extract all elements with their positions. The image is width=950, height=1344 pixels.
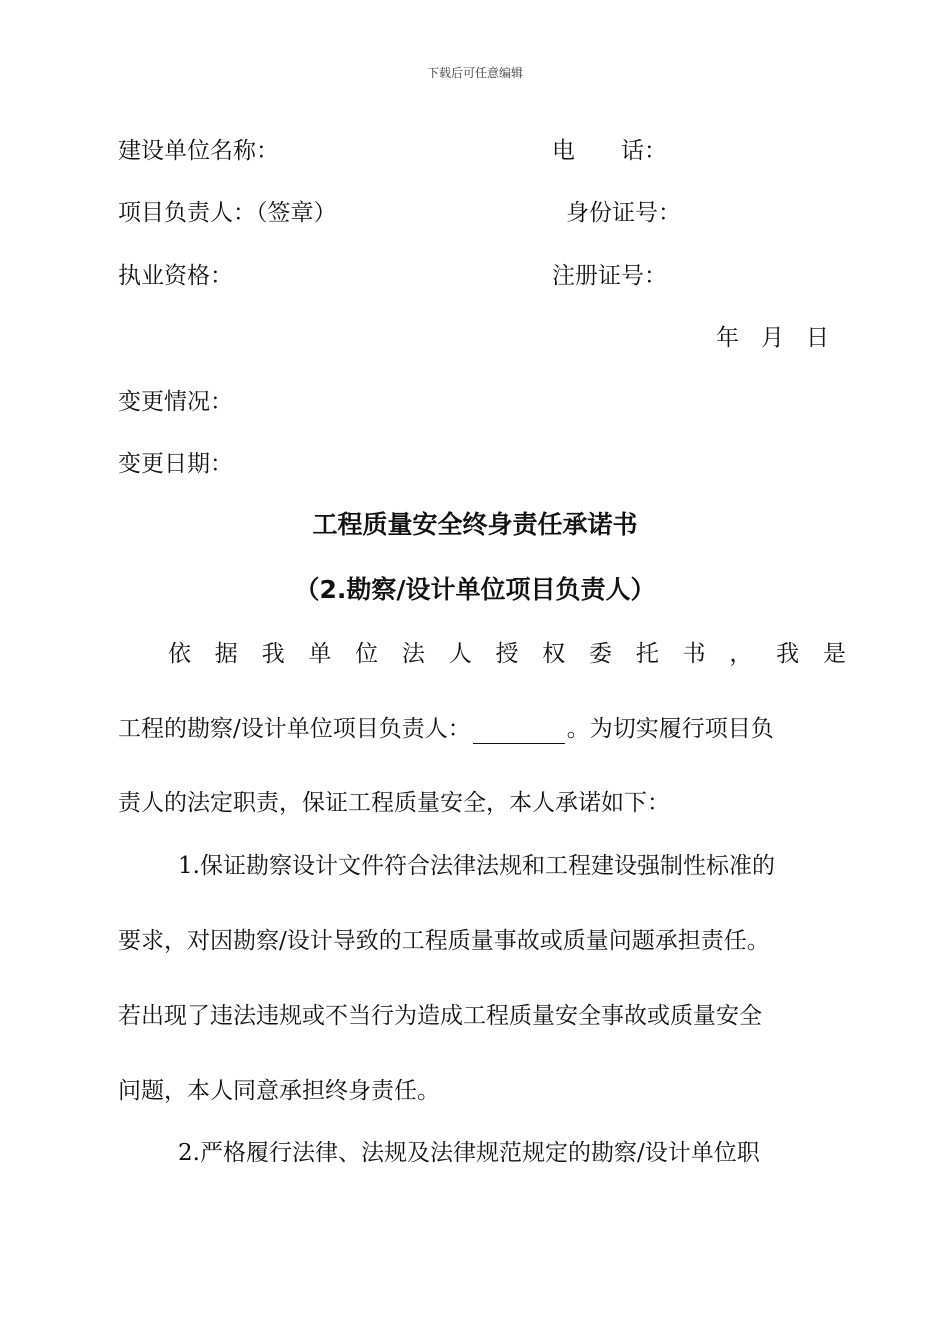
char: ， [729, 641, 753, 667]
char: 我 [776, 641, 800, 667]
paragraph-1-line-1 [168, 639, 846, 669]
registration-label: 注册证号： [552, 263, 667, 289]
date-year: 年 [716, 325, 739, 351]
char: 委 [589, 641, 613, 667]
phone-label: 电 话： [552, 138, 667, 164]
text-after-blank: 。为切实履行项目负 [566, 716, 774, 742]
item-1-line-1: 1.保证勘察设计文件符合法律法规和工程建设强制性标准的 [178, 853, 775, 879]
date-month: 月 [761, 325, 784, 351]
char: 人 [448, 641, 472, 667]
date-day: 日 [806, 325, 829, 351]
change-situation-label: 变更情况： [118, 389, 233, 415]
unit-name-label: 建设单位名称： [118, 138, 279, 164]
char: 是 [822, 641, 846, 667]
item-1-line-3: 若出现了违法违规或不当行为造成工程质量安全事故或质量安全 [118, 1003, 762, 1029]
char: 法 [401, 641, 425, 667]
id-number-label: 身份证号： [566, 200, 681, 226]
char: 权 [542, 641, 566, 667]
item-2-line-1: 2.严格履行法律、法规及法律规范规定的勘察/设计单位职 [178, 1140, 760, 1166]
document-subtitle: （2.勘察/设计单位项目负责人） [294, 575, 656, 604]
char: 授 [495, 641, 519, 667]
change-date-label: 变更日期： [118, 451, 233, 477]
char: 我 [261, 641, 285, 667]
date-line [716, 323, 829, 353]
item-1-line-2: 要求，对因勘察/设计导致的工程质量事故或质量问题承担责任。 [118, 928, 770, 954]
item-1-line-4: 问题，本人同意承担终身责任。 [118, 1078, 440, 1104]
text-before-blank: 工程的勘察/设计单位项目负责人： [118, 716, 471, 742]
char: 托 [635, 641, 659, 667]
document-title: 工程质量安全终身责任承诺书 [312, 510, 638, 539]
char: 书 [682, 641, 706, 667]
qualification-label: 执业资格： [118, 263, 233, 289]
char: 依 [168, 641, 191, 667]
char: 据 [214, 641, 238, 667]
paragraph-1-line-2 [118, 714, 774, 744]
leader-name-blank [473, 719, 565, 744]
paragraph-1-line-3: 责人的法定职责，保证工程质量安全，本人承诺如下： [118, 790, 670, 816]
char: 位 [355, 641, 379, 667]
char: 单 [308, 641, 332, 667]
header-note: 下载后可任意编辑 [426, 66, 523, 80]
project-leader-label: 项目负责人：（签章） [118, 200, 337, 226]
